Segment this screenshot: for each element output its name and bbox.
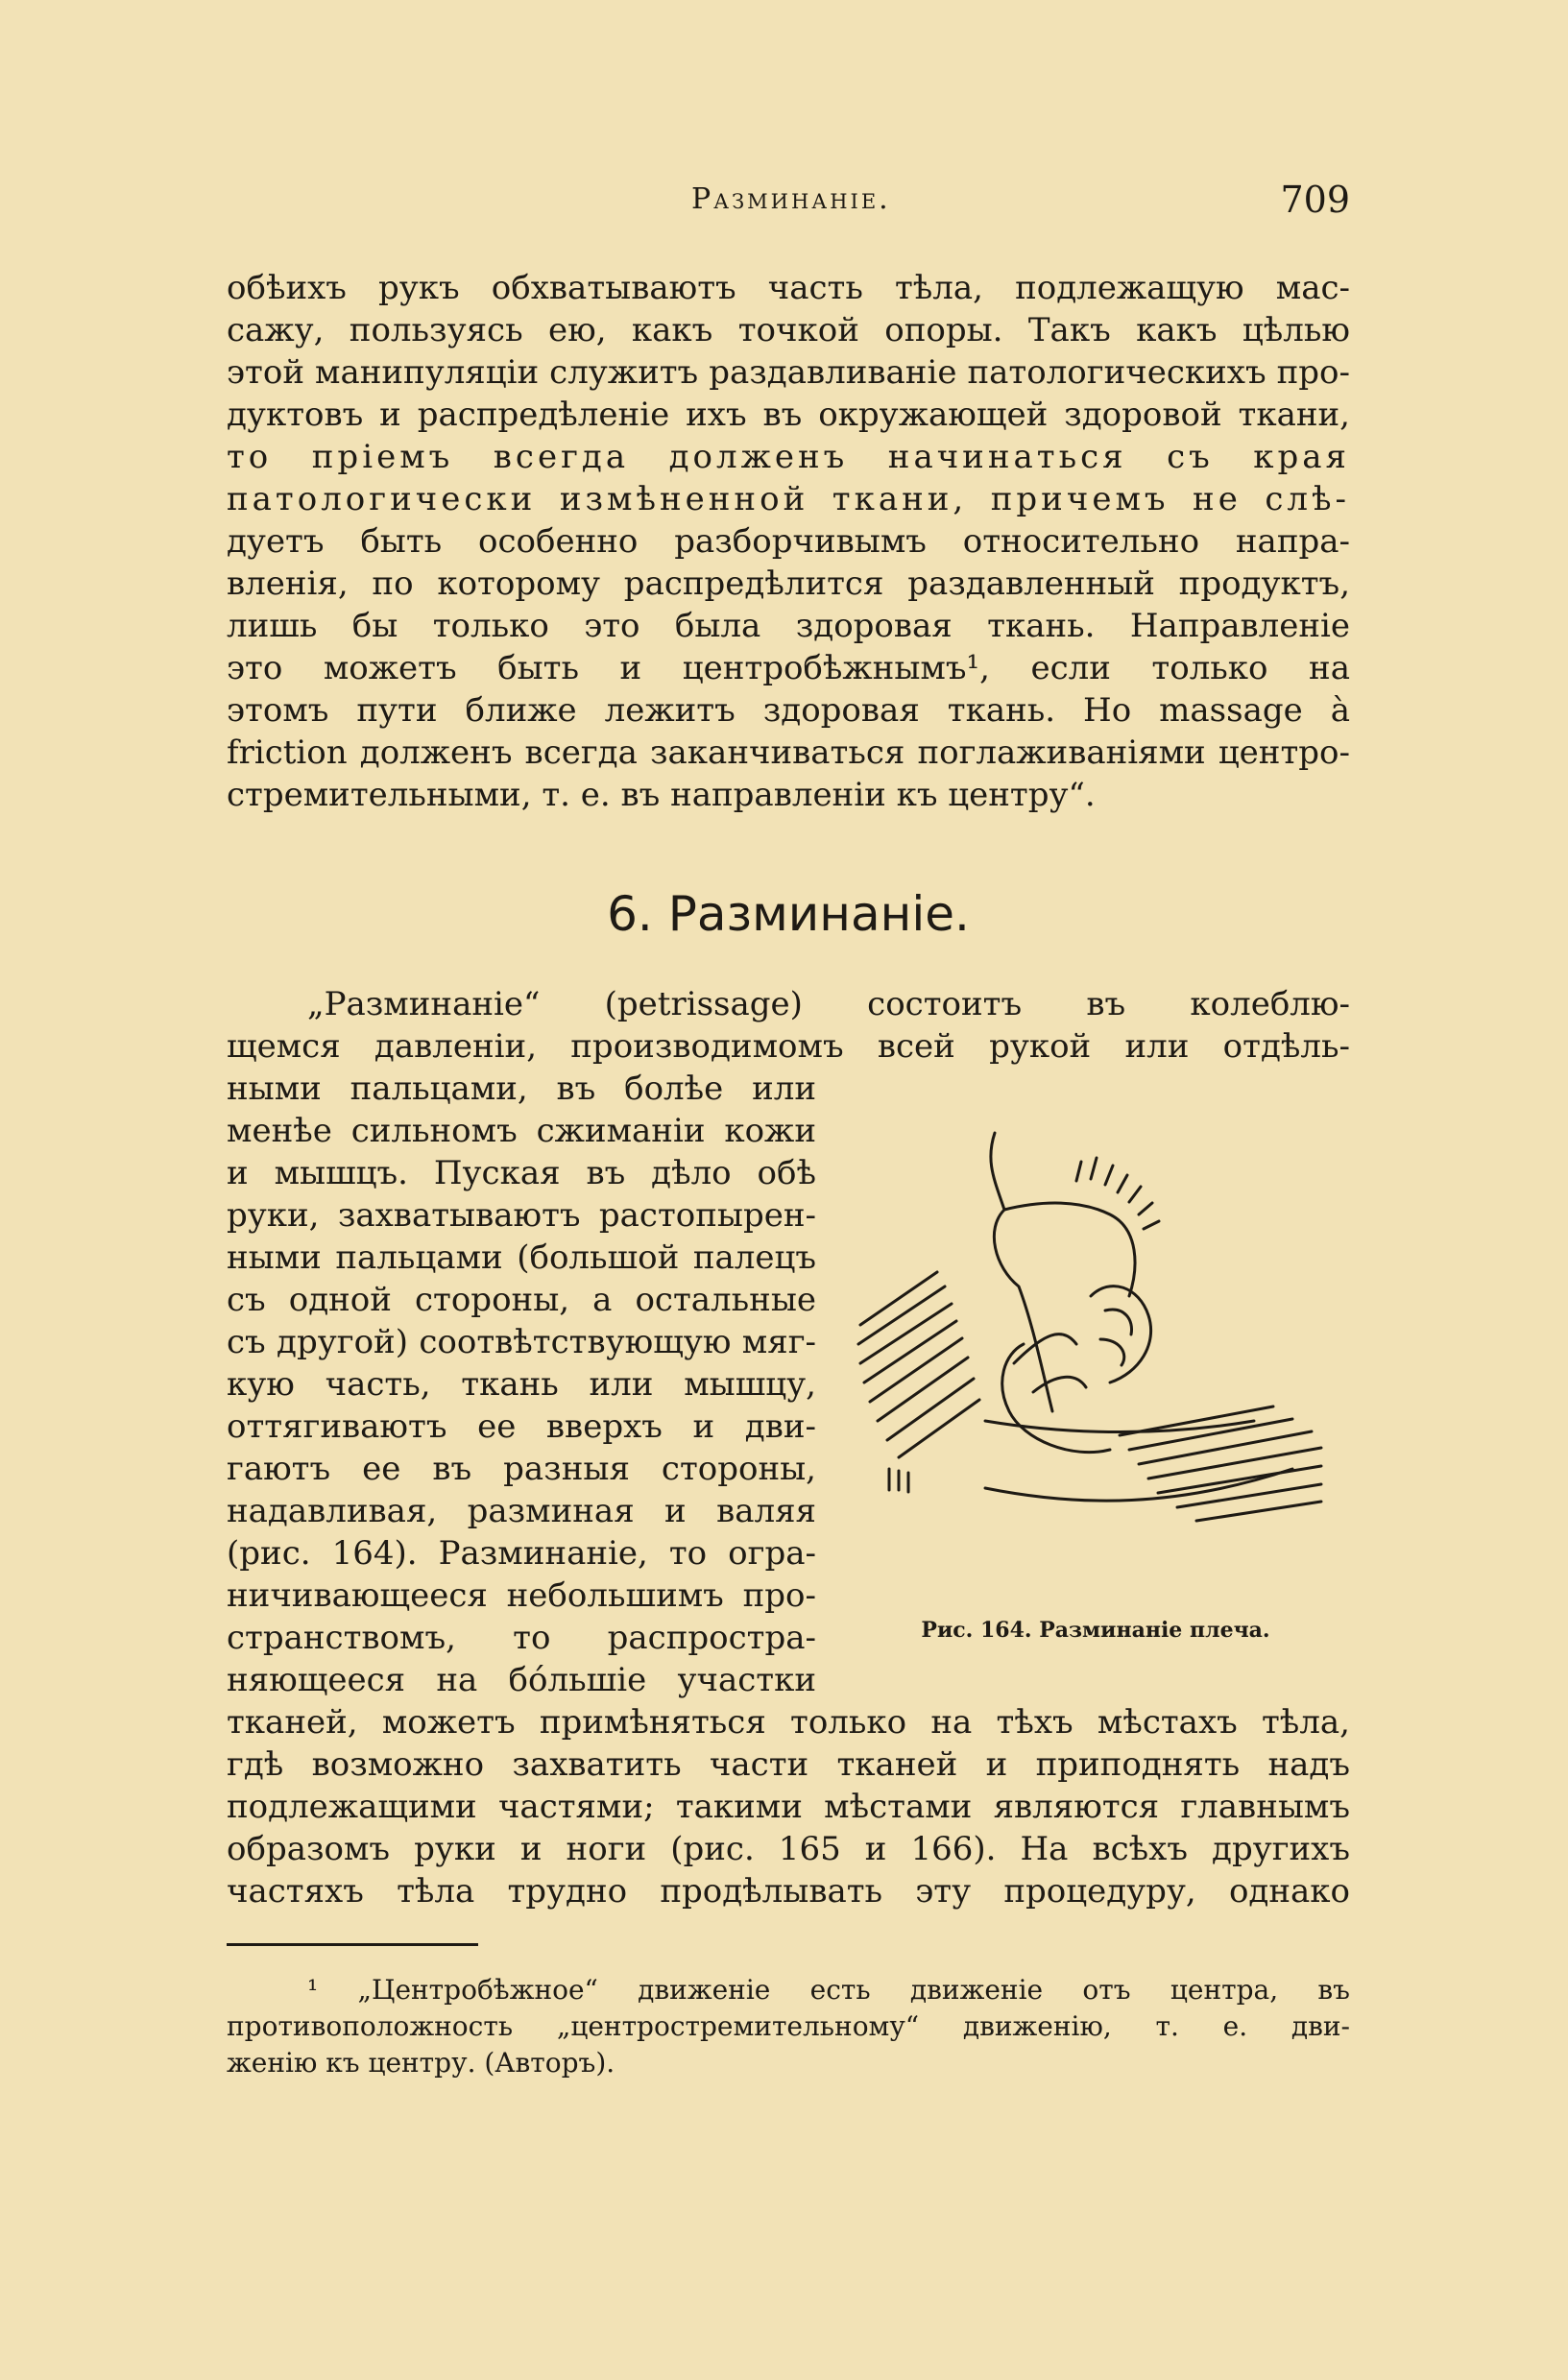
figure-caption: Рис. 164. Разминаніе плеча.: [921, 1618, 1270, 1643]
text-line: тканей, можетъ примѣняться только на тѣхъ мѣстахъ тѣла,: [227, 1703, 1350, 1742]
text-line: и мышцъ. Пуская въ дѣло обѣ: [227, 1154, 816, 1192]
text-line: дуктовъ и распредѣленіе ихъ въ окружающей здоровой ткани,: [227, 396, 1350, 434]
text-line: менѣе сильномъ сжиманіи кожи: [227, 1112, 816, 1150]
text-line: этой манипуляціи служитъ раздавливаніе патологическихъ про-: [227, 353, 1350, 392]
text-line: странствомъ, то распростра-: [227, 1619, 816, 1657]
text-line: этомъ пути ближе лежитъ здоровая ткань. Но massage à: [227, 691, 1350, 730]
text-line: это можетъ быть и центробѣжнымъ¹, если только на: [227, 649, 1350, 687]
section-heading: 6. Разминаніе.: [607, 886, 970, 942]
figure-kneading-shoulder: [851, 1104, 1340, 1584]
text-line: сажу, пользуясь ею, какъ точкой опоры. Такъ какъ цѣлью: [227, 311, 1350, 349]
text-line: „Разминаніе“ (petrissage) состоитъ въ колеблю-: [307, 985, 1350, 1023]
footnote-line: женію къ центру. (Авторъ).: [227, 2047, 615, 2079]
text-line: гдѣ возможно захватить части тканей и приподнять надъ: [227, 1745, 1350, 1784]
text-line: ными пальцами (большой палецъ: [227, 1238, 816, 1277]
page-header: [227, 179, 1350, 227]
text-line: стремительными, т. е. въ направленіи къ центру“.: [227, 776, 1096, 814]
text-line: надавливая, разминая и валяя: [227, 1492, 816, 1530]
text-line: съ другой) соотвѣтствующую мяг-: [227, 1323, 816, 1361]
text-line: ными пальцами, въ болѣе или: [227, 1070, 816, 1108]
text-line: образомъ руки и ноги (рис. 165 и 166). На всѣхъ другихъ: [227, 1830, 1350, 1868]
text-line: обѣихъ рукъ обхватываютъ часть тѣла, подлежащую мас-: [227, 269, 1350, 307]
text-line: частяхъ тѣла трудно продѣлывать эту процедуру, однако: [227, 1872, 1350, 1911]
running-head: Разминаніе.: [691, 182, 891, 216]
text-line: кую часть, ткань или мышцу,: [227, 1365, 816, 1404]
text-line: то пріемъ всегда долженъ начинаться съ края: [227, 438, 1350, 476]
text-line: лишь бы только это была здоровая ткань. Направленіе: [227, 607, 1350, 645]
footnote-line: ¹ „Центробѣжное“ движеніе есть движеніе отъ центра, въ: [307, 1974, 1350, 2006]
page-number: 709: [1280, 179, 1350, 221]
text-line: щемся давленіи, производимомъ всей рукой или отдѣль-: [227, 1027, 1350, 1066]
footnote-line: противоположность „центростремительному“ движенію, т. е. дви-: [227, 2010, 1350, 2042]
text-line: няющееся на бóльшіе участки: [227, 1661, 816, 1699]
text-line: вленія, по которому распредѣлится раздавленный продуктъ,: [227, 565, 1350, 603]
footnote-rule: [227, 1943, 478, 1946]
text-line: ничивающееся небольшимъ про-: [227, 1576, 816, 1615]
text-line: подлежащими частями; такими мѣстами являются главнымъ: [227, 1788, 1350, 1826]
text-line: руки, захватываютъ растопырен-: [227, 1196, 816, 1235]
text-line: патологически измѣненной ткани, причемъ не слѣ-: [227, 480, 1350, 518]
text-line: съ одной стороны, а остальные: [227, 1281, 816, 1319]
text-line: гаютъ ее въ разныя стороны,: [227, 1450, 816, 1488]
text-line: оттягиваютъ ее вверхъ и дви-: [227, 1407, 816, 1446]
text-line: (рис. 164). Разминаніе, то огра-: [227, 1534, 816, 1573]
text-line: friction долженъ всегда заканчиваться поглаживаніями центро-: [227, 733, 1350, 772]
text-line: дуетъ быть особенно разборчивымъ относительно напра-: [227, 522, 1350, 561]
